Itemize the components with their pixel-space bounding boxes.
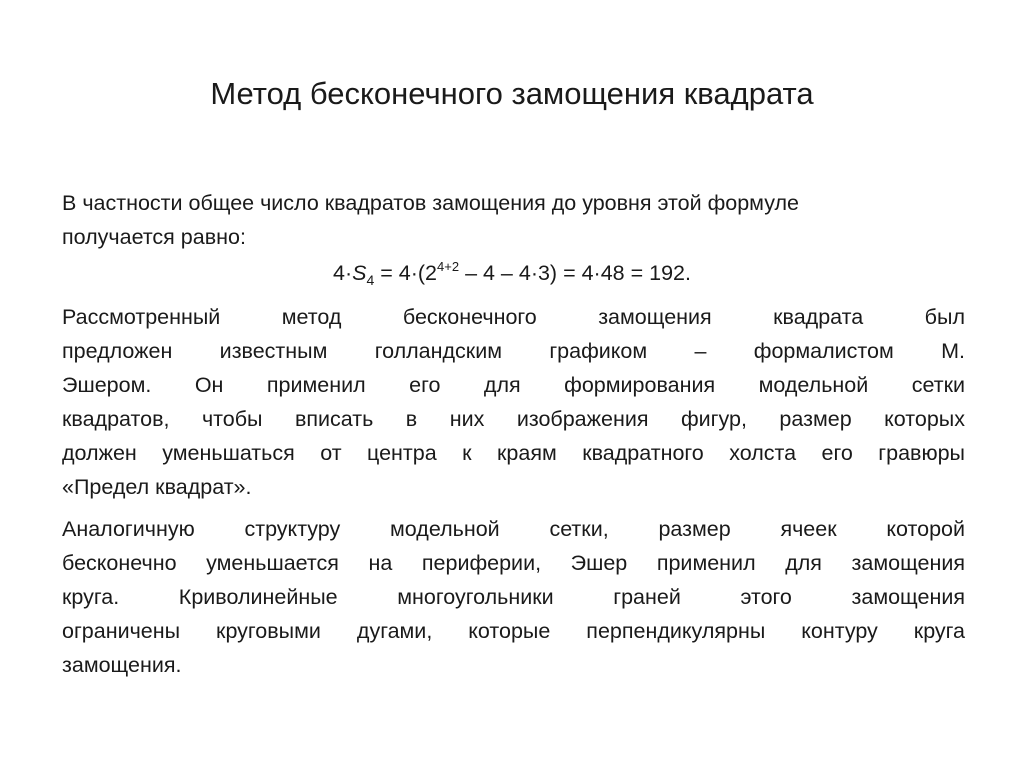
formula-var: S xyxy=(352,261,367,285)
text-line: Аналогичную структуру модельной сетки, размер ячеек которой xyxy=(62,517,965,541)
text-line: предложен известным голландским графиком – формалистом М. xyxy=(62,339,965,363)
paragraph-3 xyxy=(62,512,965,682)
paragraph-2 xyxy=(62,300,965,504)
text-line: получается равно: xyxy=(62,225,246,249)
text-line: замощения. xyxy=(62,653,182,677)
text-line: Рассмотренный метод бесконечного замощения квадрата был xyxy=(62,305,965,329)
text-line: Эшером. Он применил его для формирования модельной сетки xyxy=(62,373,965,397)
text-line: «Предел квадрат». xyxy=(62,475,252,499)
formula-part: – 4 – 4·3) = 4·48 = 192. xyxy=(459,261,691,285)
text-line: В частности общее число квадратов замощения до уровня этой формуле xyxy=(62,191,799,215)
formula-part: 4· xyxy=(333,261,353,285)
formula-sub: 4 xyxy=(366,272,375,288)
text-line: ограничены круговыми дугами, которые перпендикулярны контуру круга xyxy=(62,619,965,643)
text-line: квадратов, чтобы вписать в них изображения фигур, размер которых xyxy=(62,407,965,431)
paragraph-1 xyxy=(62,186,965,254)
formula-part: = 4·(2 xyxy=(374,261,438,285)
formula-exp: 4+2 xyxy=(437,259,460,274)
text-line: круга. Криволинейные многоугольники граней этого замощения xyxy=(62,585,965,609)
formula xyxy=(0,259,1024,288)
text-line: бесконечно уменьшается на периферии, Эшер применил для замощения xyxy=(62,551,965,575)
text-line: должен уменьшаться от центра к краям квадратного холста его гравюры xyxy=(62,441,965,465)
slide-title: Метод бесконечного замощения квадрата xyxy=(210,76,814,111)
